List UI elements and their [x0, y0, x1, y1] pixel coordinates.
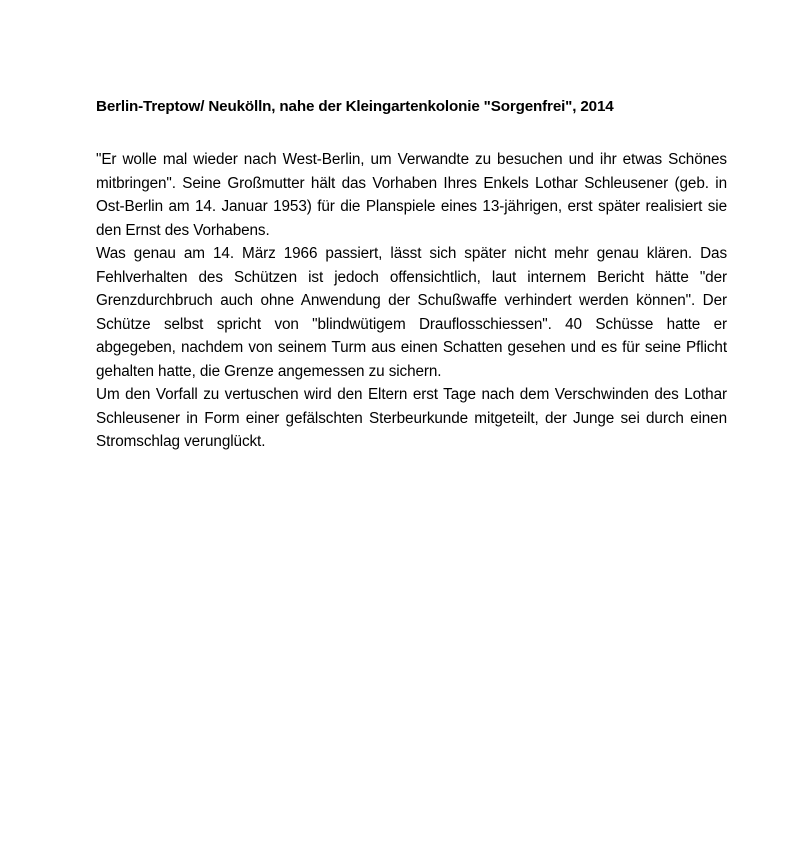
document-body	[96, 148, 727, 454]
paragraph-2: Was genau am 14. März 1966 passiert, lässt sich später nicht mehr genau klären. Das Fehlverhalten des Schützen ist jedoch offensichtlich, laut internem Bericht hätte "der Grenzdurchbruch auch ohne Anwendung der Schußwaffe verhindert werden können". Der Schütze selbst spricht von "blindwütigem Drauflosschiessen". 40 Schüsse hatte er abgegeben, nachdem von seinem Turm aus einen Schatten gesehen und es für seine Pflicht gehalten hatte, die Grenze angemessen zu sichern.	[96, 245, 727, 380]
paragraph-1: "Er wolle mal wieder nach West-Berlin, um Verwandte zu besuchen und ihr etwas Schönes mitbringen". Seine Großmutter hält das Vorhaben Ihres Enkels Lothar Schleusener (geb. in Ost-Berlin am 14. Januar 1953) für die Planspiele eines 13-jährigen, erst später realisiert sie den Ernst des Vorhabens.	[96, 151, 727, 239]
paragraph-3: Um den Vorfall zu vertuschen wird den Eltern erst Tage nach dem Verschwinden des Lothar Schleusener in Form einer gefälschten Sterbeurkunde mitgeteilt, der Junge sei durch einen Stromschlag verunglückt.	[96, 386, 727, 450]
document-title: Berlin-Treptow/ Neukölln, nahe der Kleingartenkolonie "Sorgenfrei", 2014	[96, 98, 614, 115]
